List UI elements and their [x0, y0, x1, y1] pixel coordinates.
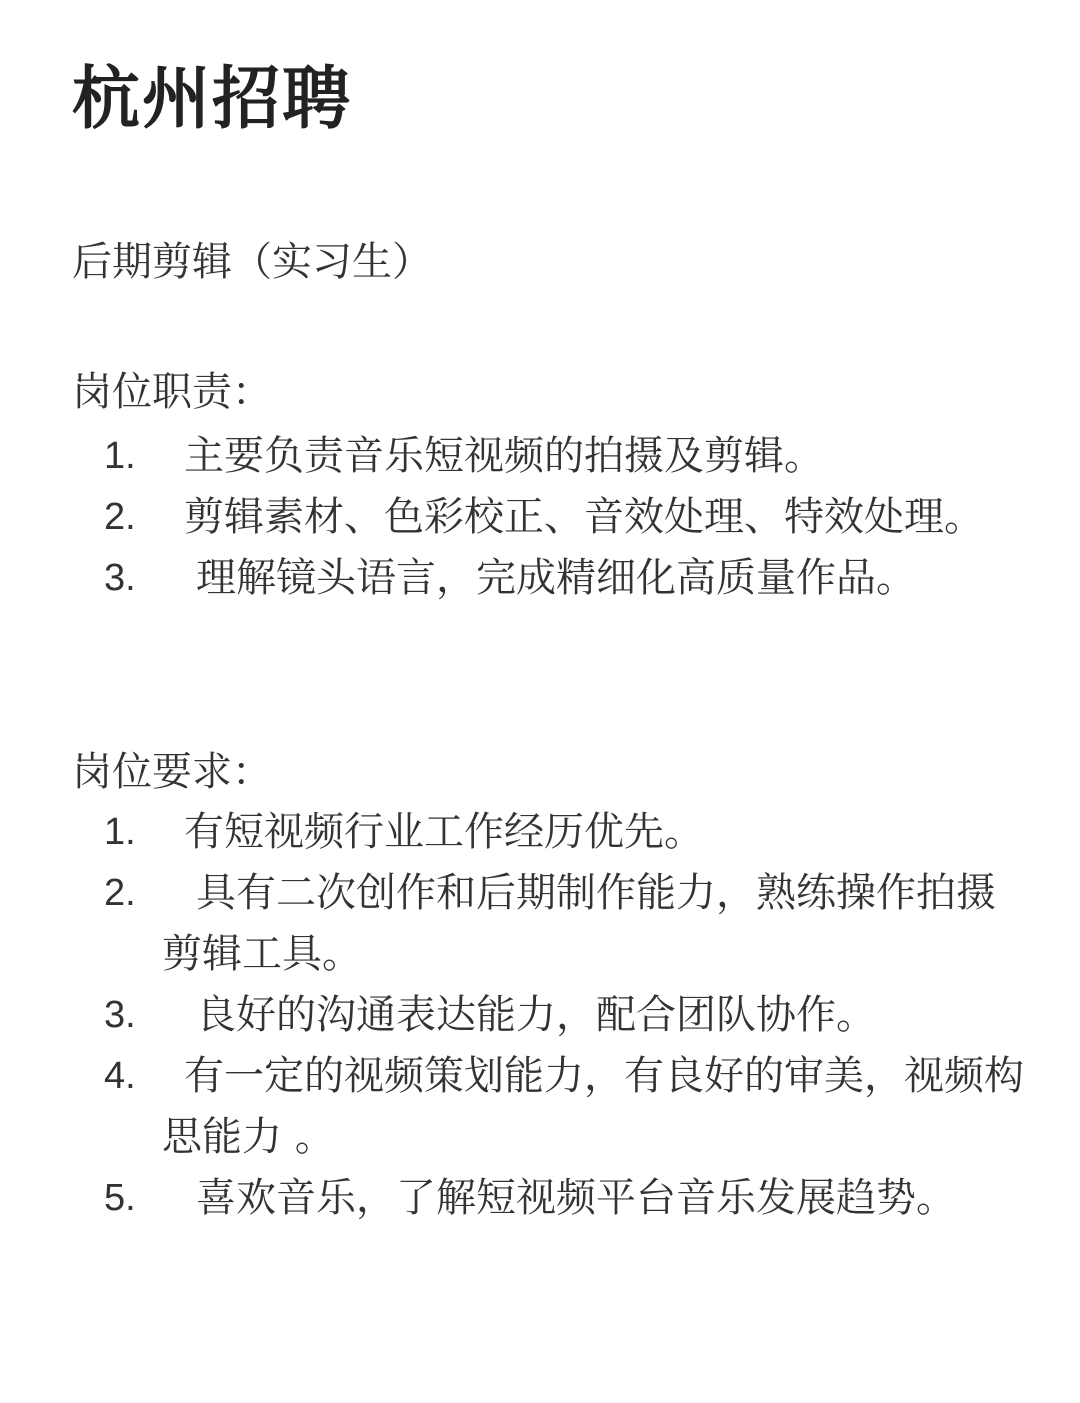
list-item: [0, 548, 1042, 609]
item-number: 1.: [104, 435, 136, 477]
item-text: 有短视频行业工作经历优先。: [184, 809, 704, 855]
page-title: 杭州招聘: [72, 60, 353, 139]
item-number: 4.: [104, 1055, 136, 1097]
item-text: 良好的沟通表达能力，配合团队协作。: [196, 992, 876, 1038]
item-number: 2.: [104, 872, 136, 914]
item-number: 3.: [104, 557, 136, 599]
list-item: [0, 985, 1042, 1046]
requirements-list: [0, 802, 1042, 1229]
list-item: [0, 1046, 1032, 1168]
responsibilities-heading: 岗位职责：: [72, 369, 272, 415]
list-item: [0, 802, 1042, 863]
list-item: [0, 863, 1002, 985]
requirements-heading: 岗位要求：: [72, 749, 272, 795]
item-number: 5.: [104, 1177, 136, 1219]
item-text: 剪辑素材、色彩校正、音效处理、特效处理。: [184, 494, 984, 540]
position-name: 后期剪辑（实习生）: [72, 239, 432, 285]
list-item: [0, 487, 992, 548]
item-number: 1.: [104, 811, 136, 853]
item-text: 具有二次创作和后期制作能力，熟练操作拍摄剪辑工具。: [162, 870, 996, 977]
item-number: 2.: [104, 496, 136, 538]
item-number: 3.: [104, 994, 136, 1036]
responsibilities-list: [0, 426, 1042, 609]
item-text: 主要负责音乐短视频的拍摄及剪辑。: [184, 433, 824, 479]
item-text: 有一定的视频策划能力，有良好的审美，视频构思能力 。: [162, 1053, 1024, 1160]
list-item: [0, 1168, 962, 1229]
item-text: 喜欢音乐，了解短视频平台音乐发展趋势。: [196, 1175, 956, 1221]
list-item: [0, 426, 1042, 487]
item-text: 理解镜头语言，完成精细化高质量作品。: [196, 555, 916, 601]
